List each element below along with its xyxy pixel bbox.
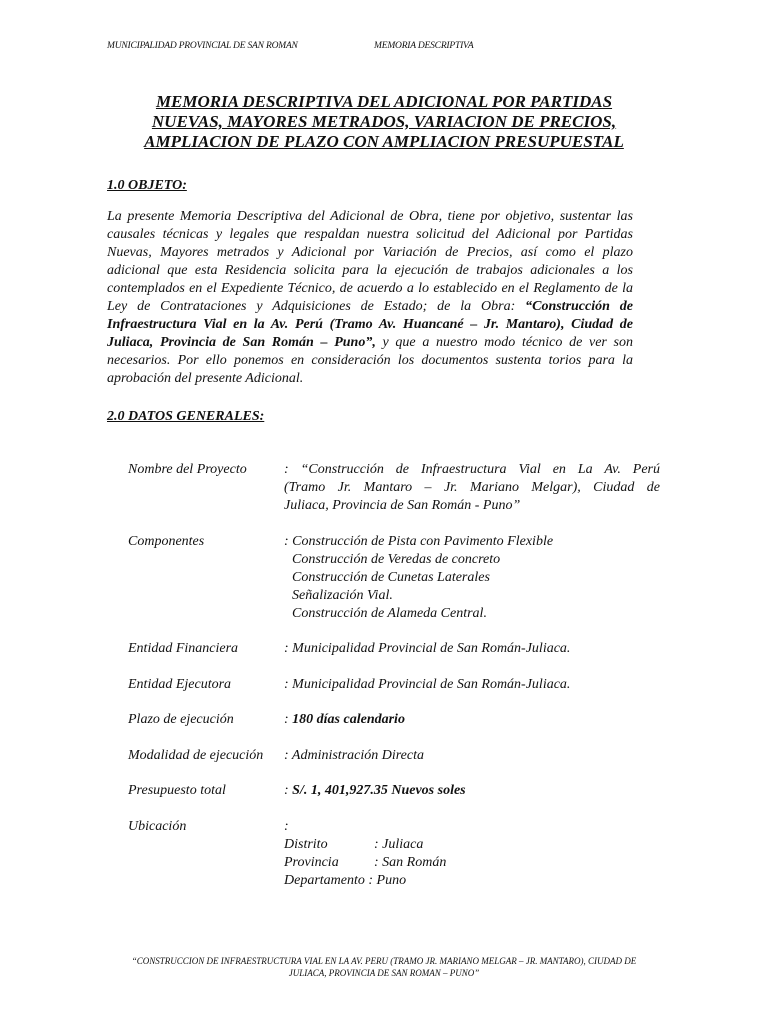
objeto-paragraph xyxy=(107,208,633,388)
paragraph-line: La presente Memoria Descriptiva del Adicional de Obra, tiene por objetivo, sustentar las xyxy=(107,209,633,224)
field-value xyxy=(284,461,660,515)
ubicacion-departamento: Departamento : Puno xyxy=(284,873,407,888)
sub-value: : San Román xyxy=(374,855,447,870)
value-line: : “Construcción de Infraestructura Vial en La Av. Perú xyxy=(284,462,660,477)
paragraph-line: aprobación del presente Adicional. xyxy=(107,371,304,386)
field-label: Presupuesto total xyxy=(128,783,226,798)
paragraph-text: Ley de Contrataciones y Adquisiciones de Estado; de la Obra: xyxy=(107,299,526,314)
footer-line: JULIACA, PROVINCIA DE SAN ROMAN – PUNO” xyxy=(288,968,480,978)
project-name-bold: Juliaca, Provincia de San Román – Puno”, xyxy=(107,335,376,350)
field-label: Entidad Financiera xyxy=(128,641,239,656)
value-colon: : xyxy=(284,712,293,727)
paragraph-line: causales técnicas y legales que respaldan nuestra solicitud del Adicional por Partidas xyxy=(107,227,633,242)
title-line: AMPLIACION DE PLAZO CON AMPLIACION PRESUPUESTAL xyxy=(144,132,624,151)
ubicacion-distrito xyxy=(284,836,446,854)
field-value: : Administración Directa xyxy=(284,748,424,763)
field-label: Plazo de ejecución xyxy=(128,712,234,727)
component-item: : Construcción de Pista con Pavimento Flexible xyxy=(284,534,554,549)
field-label: Componentes xyxy=(128,534,205,549)
paragraph-line xyxy=(107,334,633,352)
page-footer xyxy=(107,955,661,979)
sub-label: Provincia xyxy=(284,855,339,870)
ubicacion-colon: : xyxy=(284,819,289,834)
value-line: (Tramo Jr. Mantaro – Jr. Mariano Melgar), Ciudad de xyxy=(284,480,660,495)
plazo-value: 180 días calendario xyxy=(292,712,405,727)
field-label: Nombre del Proyecto xyxy=(128,462,247,477)
paragraph-text: y que a nuestro modo técnico de ver son xyxy=(375,335,633,350)
component-item: Construcción de Cunetas Laterales xyxy=(292,570,490,585)
field-value: : Municipalidad Provincial de San Román-Juliaca. xyxy=(284,641,571,656)
sub-value: : Juliaca xyxy=(374,837,424,852)
component-item: Construcción de Alameda Central. xyxy=(292,606,487,621)
paragraph-line xyxy=(107,298,633,316)
presupuesto-value: S/. 1, 401,927.35 Nuevos soles xyxy=(292,783,466,798)
paragraph-line xyxy=(107,316,633,334)
component-item: Señalización Vial. xyxy=(292,588,393,603)
project-name-bold: “Construcción de xyxy=(525,299,633,314)
title-line: MEMORIA DESCRIPTIVA DEL ADICIONAL POR PARTIDAS xyxy=(155,92,613,111)
field-label: Modalidad de ejecución xyxy=(128,748,264,763)
field-value xyxy=(284,782,466,800)
paragraph-line: contemplados en el Expediente Técnico, de acuerdo a lo establecido en el Reglamento de la xyxy=(107,281,633,296)
footer-line: “CONSTRUCCION DE INFRAESTRUCTURA VIAL EN LA AV. PERU (TRAMO JR. MARIANO MELGAR – JR. MANTARO), CIUDAD DE xyxy=(131,956,637,966)
field-value xyxy=(284,533,553,623)
component-item: Construcción de Veredas de concreto xyxy=(292,552,501,567)
sub-label: Distrito xyxy=(284,837,328,852)
document-title xyxy=(100,92,668,152)
field-label: Entidad Ejecutora xyxy=(128,677,232,692)
section-heading-datos: 2.0 DATOS GENERALES: xyxy=(107,409,265,424)
header-institution: MUNICIPALIDAD PROVINCIAL DE SAN ROMAN xyxy=(107,41,298,51)
section-heading-objeto: 1.0 OBJETO: xyxy=(107,178,187,193)
ubicacion-provincia xyxy=(284,854,446,872)
title-line: NUEVAS, MAYORES METRADOS, VARIACION DE PRECIOS, xyxy=(151,112,617,131)
field-label: Ubicación xyxy=(128,819,187,834)
field-value xyxy=(284,711,405,729)
field-value: : Municipalidad Provincial de San Román-Juliaca. xyxy=(284,677,571,692)
field-value xyxy=(284,818,446,890)
value-line: Juliaca, Provincia de San Román - Puno” xyxy=(284,498,521,513)
paragraph-line: necesarios. Por ello ponemos en consideración los documentos sustenta torios para la xyxy=(107,353,633,368)
header-doc-type: MEMORIA DESCRIPTIVA xyxy=(374,41,474,51)
paragraph-line: Nuevas, Mayores metrados y Adicional por Variación de Precios, así como el plazo xyxy=(107,245,633,260)
paragraph-line: adicional que esta Residencia solicita para la ejecución de trabajos adicionales a los xyxy=(107,263,633,278)
project-name-bold: Infraestructura Vial en la Av. Perú (Tramo Av. Huancané – Jr. Mantaro), Ciudad de xyxy=(107,317,633,332)
value-colon: : xyxy=(284,783,293,798)
